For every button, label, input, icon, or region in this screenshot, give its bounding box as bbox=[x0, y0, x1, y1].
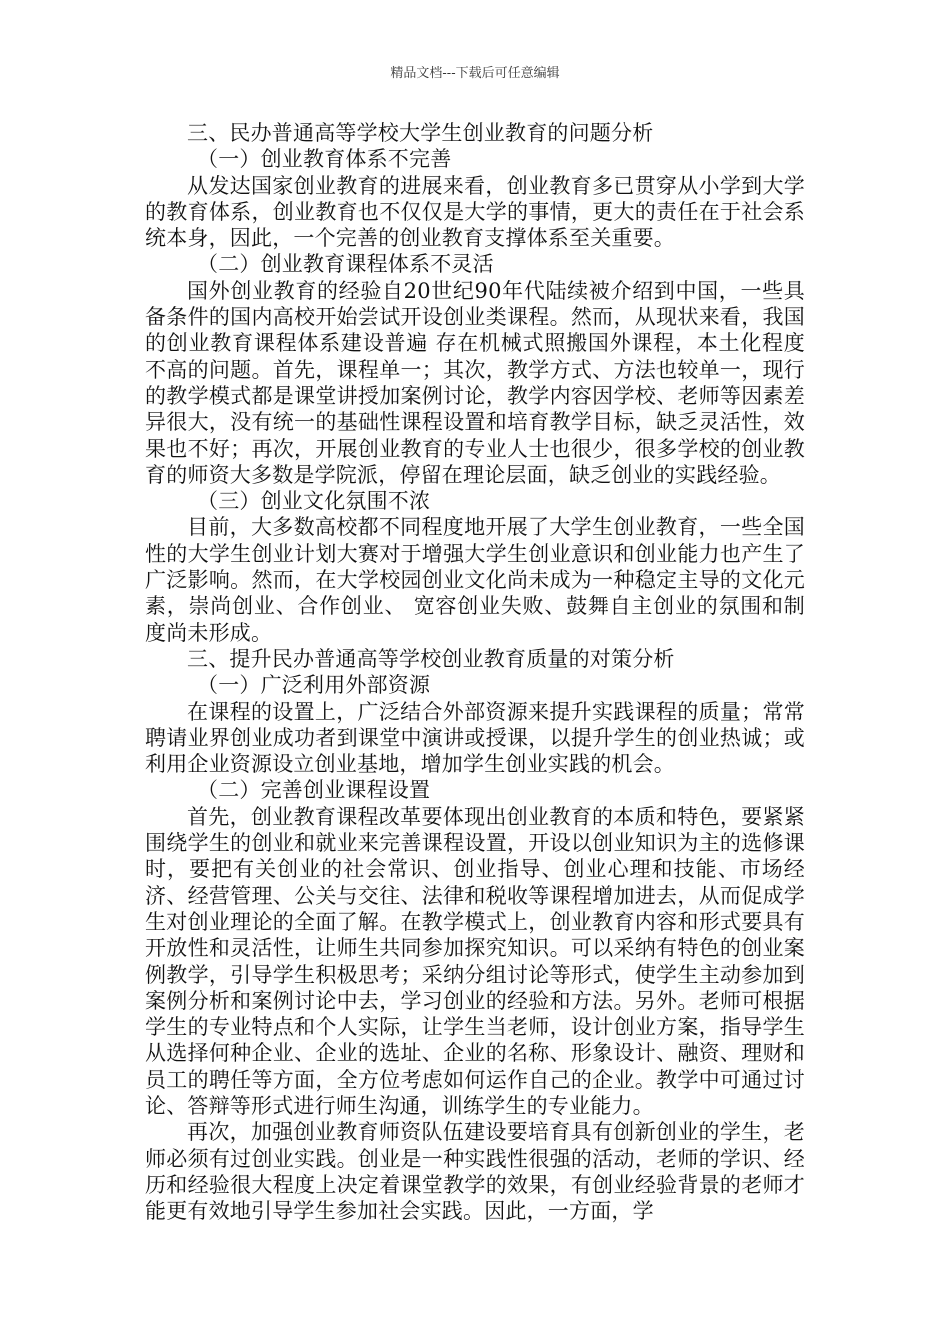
subsection-heading: （一）创业教育体系不完善 bbox=[197, 147, 452, 172]
subsection-heading: （三）创业文化氛围不浓 bbox=[197, 489, 431, 514]
section-heading: 三、提升民办普通高等学校创业教育质量的对策分析 bbox=[187, 646, 675, 671]
paragraph: 再次，加强创业教育师资队伍建设要培育具有创新创业的学生，老师必须有过创业实践。创业是一种实践性很强的活动，老师的学识、经历和经验很大程度上决定着课堂教学的效果，有创业经验背景的老师才能更有效地引导学生参加社会实践。因此，一方面，学 bbox=[145, 1120, 805, 1224]
section-heading: 三、民办普通高等学校大学生创业教育的问题分析 bbox=[187, 121, 654, 145]
paragraph: 从发达国家创业教育的进展来看，创业教育多已贯穿从小学到大学的教育体系，创业教育也不仅仅是大学的事情，更大的责任在于社会系统本身，因此，一个完善的创业教育支撑体系至关重要。 bbox=[145, 173, 805, 251]
subsection-heading: （二）完善创业课程设置 bbox=[197, 778, 431, 803]
subsection-heading: （二）创业教育课程体系不灵活 bbox=[197, 252, 494, 277]
paragraph: 首先，创业教育课程改革要体现出创业教育的本质和特色，要紧紧围绕学生的创业和就业来完善课程设置，开设以创业知识为主的选修课时，要把有关创业的社会常识、创业指导、创业心理和技能、市场经济、经营管理、公关与交往、法律和税收等课程增加进去，从而促成学生对创业理论的全面了解。在教学模式上，创业教育内容和形式要具有开放性和灵活性，让师生共同参加探究知识。可以采纳有特色的创业案例教学，引导学生积极思考；采纳分组讨论等形式，使学生主动参加到案例分析和案例讨论中去，学习创业的经验和方法。另外。老师可根据学生的专业特点和个人实际，让学生当老师，设计创业方案，指导学生从选择何种企业、企业的选址、企业的名称、形象设计、融资、理财和员工的聘任等方面，全方位考虑如何运作自己的企业。教学中可通过讨论、答辩等形式进行师生沟通，训练学生的专业能力。 bbox=[145, 804, 805, 1118]
paragraph: 国外创业教育的经验自20世纪90年代陆续被介绍到中国，一些具备条件的国内高校开始尝试开设创业类课程。然而，从现状来看，我国的创业教育课程体系建设普遍 存在机械式照搬国外课程，本土化程度不高的问题。首先，课程单一；其次，教学方式、方法也较单一，现行的教学模式都是课堂讲授加案例讨论，教学内容因学校、老师等因素差异很大，没有统一的基础性课程设置和培育教学目标，缺乏灵活性，效果也不好；再次，开展创业教育的专业人士也很少，很多学校的创业教育的师资大多数是学院派，停留在理论层面，缺乏创业的实践经验。 bbox=[145, 278, 805, 487]
document-body bbox=[145, 120, 805, 1224]
page-header: 精品文档---下载后可任意编辑 bbox=[390, 66, 560, 81]
paragraph: 目前，大多数高校都不同程度地开展了大学生创业教育，一些全国性的大学生创业计划大赛对于增强大学生创业意识和创业能力也产生了广泛影响。然而，在大学校园创业文化尚未成为一种稳定主导的文化元素，崇尚创业、合作创业、 宽容创业失败、鼓舞自主创业的氛围和制度尚未形成。 bbox=[145, 515, 805, 645]
subsection-heading: （一）广泛利用外部资源 bbox=[197, 673, 431, 698]
paragraph: 在课程的设置上，广泛结合外部资源来提升实践课程的质量；常常聘请业界创业成功者到课堂中演讲或授课，以提升学生的创业热诚；或利用企业资源设立创业基地，增加学生创业实践的机会。 bbox=[145, 699, 805, 777]
